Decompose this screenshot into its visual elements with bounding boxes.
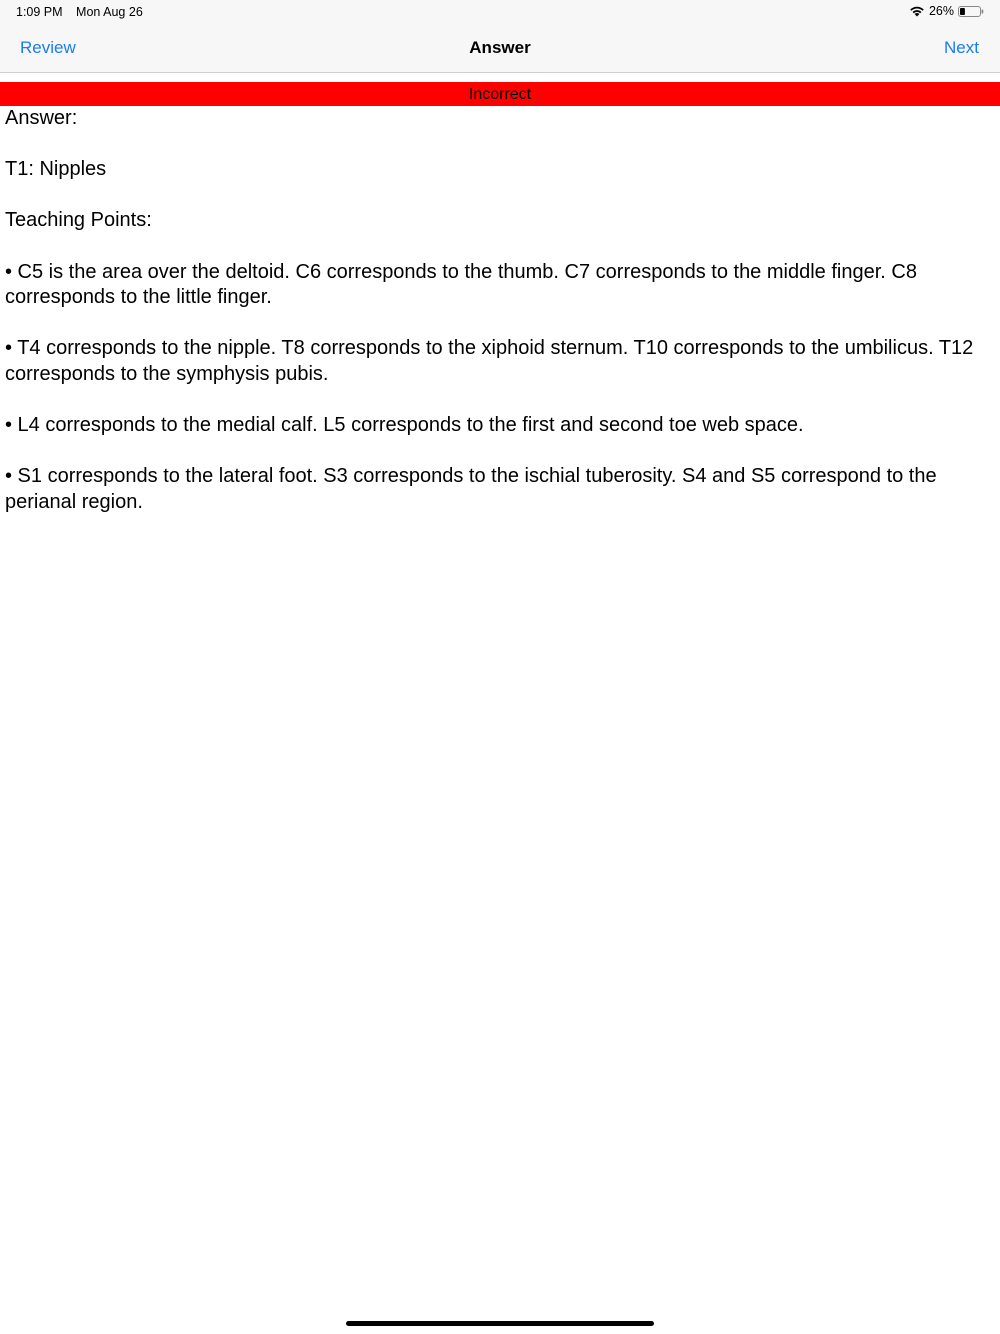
status-time: 1:09 PM — [16, 5, 63, 19]
status-right — [909, 4, 984, 18]
teaching-point: • L4 corresponds to the medial calf. L5 corresponds to the first and second toe web space. — [5, 414, 804, 437]
next-button[interactable]: Next — [944, 38, 979, 57]
navigation-bar — [0, 24, 1000, 73]
result-banner: Incorrect — [0, 82, 1000, 106]
page-title: Answer — [469, 38, 531, 57]
status-date: Mon Aug 26 — [76, 5, 143, 19]
teaching-points-heading: Teaching Points: — [5, 209, 152, 232]
answer-value: T1: Nipples — [5, 158, 107, 181]
teaching-point: • C5 is the area over the deltoid. C6 corresponds to the thumb. C7 corresponds to the middle finger. C8 corresponds to the little finger. — [5, 260, 917, 309]
teaching-point: • S1 corresponds to the lateral foot. S3 corresponds to the ischial tuberosity. S4 and S5 correspond to the perianal region. — [5, 465, 937, 513]
status-left — [16, 5, 143, 19]
teaching-point: • T4 corresponds to the nipple. T8 corresponds to the xiphoid sternum. T10 corresponds to the umbilicus. T12 corresponds to the symphysis pubis. — [5, 337, 974, 385]
status-bar — [0, 0, 1000, 24]
review-button[interactable]: Review — [20, 38, 76, 57]
home-indicator[interactable] — [346, 1321, 654, 1326]
wifi-icon — [909, 5, 925, 17]
answer-content — [5, 106, 985, 541]
battery-icon — [958, 6, 984, 17]
answer-heading: Answer: — [5, 107, 78, 129]
battery-percent: 26% — [928, 4, 954, 18]
